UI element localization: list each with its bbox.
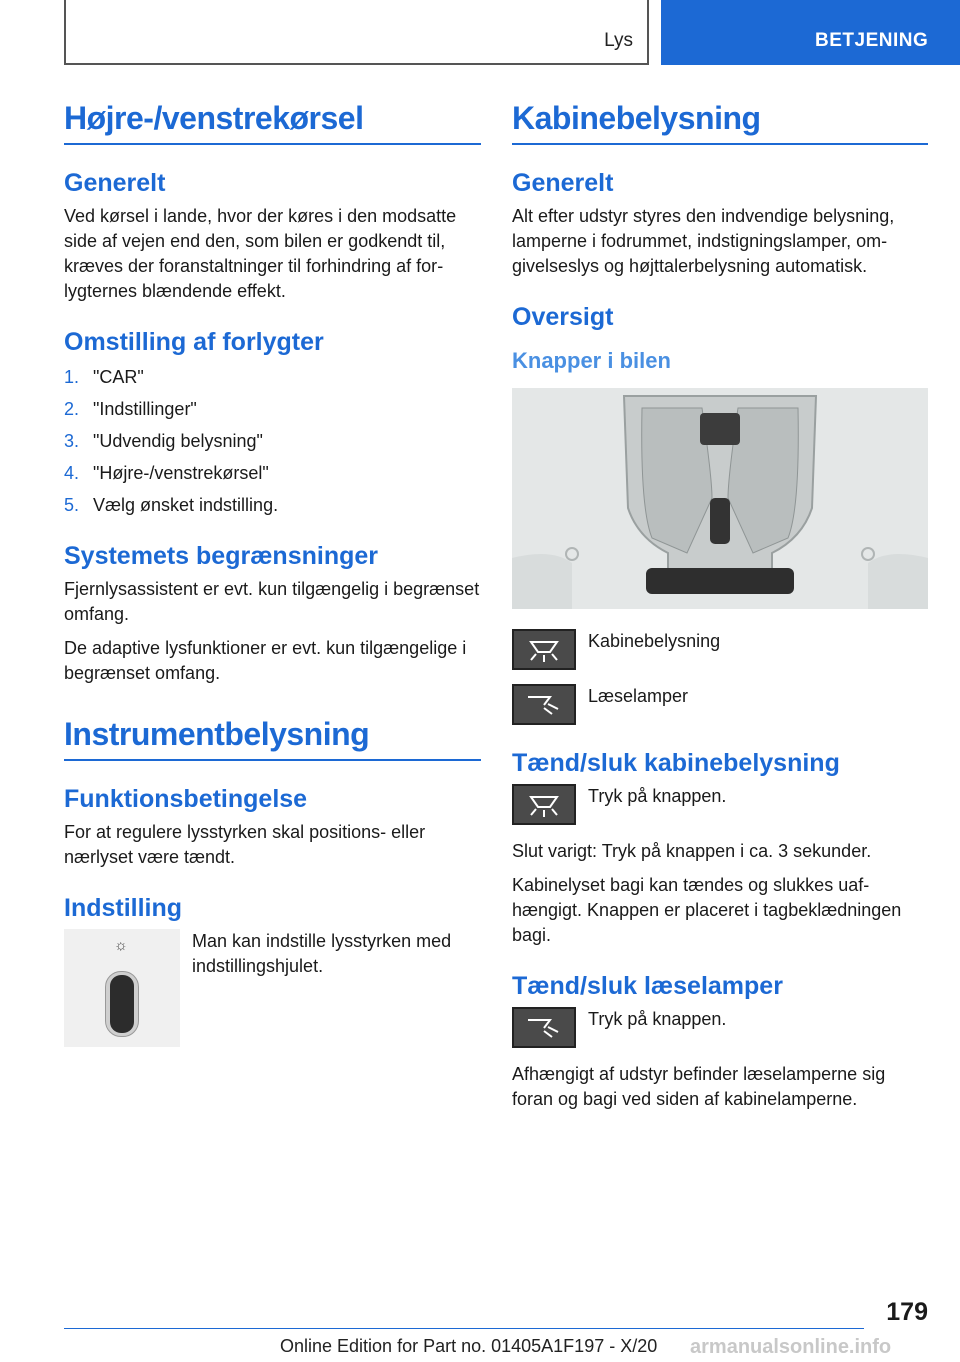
footer-divider [64,1328,864,1329]
paragraph-generelt-right: Alt efter udstyr styres den indvendige belysning, lamperne i fodrummet, indstigningslamper, omgivelseslys og højttalerbelysning automatisk. [512,206,895,276]
dimmer-wheel-image [64,929,180,1047]
heading-taend-sluk-laeselamper: Tænd/sluk læselamper [512,972,783,1000]
paragraph-slut-varigt: Slut varigt: Tryk på knappen i ca. 3 sekunder. [512,841,872,861]
paragraph-generelt-left: Ved kørsel i lande, hvor der køres i den modsatte side af vejen end den, som bilen er godkendt til, kræves der foranstaltninger til forhindring af forlygternes blændende effekt. [64,206,457,301]
paragraph-funktionsbetingelse: For at regulere lysstyrken skal positions- eller nærlyset være tændt. [64,822,426,867]
heading-oversigt: Oversigt [512,303,614,331]
header-section-title: Lys [604,30,633,51]
paragraph-afhaengigt: Afhængigt af udstyr befinder læselamperne sig foran og bagi ved siden af kabinelamperne. [512,1064,886,1109]
heading-hojre-venstrekorsel: Højre-/venstrekørsel [64,100,481,145]
list-item: 2. "Indstillinger" [64,399,197,419]
heading-indstilling: Indstilling [64,894,183,922]
left-column [64,100,481,1061]
paragraph-tryk-laese: Tryk på knappen. [588,1009,727,1029]
paragraph-indstilling: Man kan indstille lysstyrken med indstillingshjulet. [192,931,452,976]
row-tryk-laese [512,1007,928,1048]
instrument-light-icon: ☼ [114,937,128,954]
paragraph-tryk-kabine: Tryk på knappen. [588,786,727,806]
page-number: 179 [886,1298,928,1326]
paragraph-kabinelys-bagi: Kabinelyset bagi kan tændes og slukkes uafhængigt. Knappen er placeret i tagbeklædningen bagi. [512,875,902,945]
footer-edition: Online Edition for Part no. 01405A1F197 - X/20 [280,1336,658,1356]
heading-taend-sluk-kabinebelysning: Tænd/sluk kabinebelysning [512,749,840,777]
paragraph-begr-1: Fjernlysassistent er evt. kun tilgængelig i begrænset omfang. [64,579,480,624]
reading-light-icon [512,1007,576,1048]
heading-funktionsbetingelse: Funktionsbetingelse [64,785,308,813]
heading-generelt-left: Generelt [64,169,166,197]
header-chapter-title: BETJENING [815,30,929,51]
indstilling-row [64,929,481,1047]
cabin-light-icon [512,784,576,825]
heading-knapper-i-bilen: Knapper i bilen [512,348,671,373]
icon-label-kabinebelysning: Kabinebelysning [588,631,721,651]
watermark: armanualsonline.info [690,1336,892,1358]
icon-row-kabinebelysning [512,629,928,670]
heading-omstilling: Omstilling af forlygter [64,328,324,356]
icon-label-laeselamper: Læselamper [588,686,689,706]
list-item: 4. "Højre-/venstrekørsel" [64,463,269,483]
heading-generelt-right: Generelt [512,169,614,197]
list-item: 1. "CAR" [64,367,144,387]
row-tryk-kabine [512,784,928,825]
heading-kabinebelysning: Kabinebelysning [512,100,928,145]
icon-row-laeselamper [512,684,928,725]
header-section-box [64,0,649,65]
roof-console-image [512,388,928,609]
right-column [512,100,928,1121]
roof-console-illustration [512,388,928,609]
header-chapter-tab [661,0,960,65]
list-item: 3. "Udvendig belysning" [64,431,263,451]
paragraph-begr-2: De adaptive lysfunktioner er evt. kun tilgængelige i begrænset omfang. [64,638,467,683]
dimmer-wheel-icon [110,975,134,1033]
steps-list [64,365,481,518]
list-item: 5. Vælg ønsket indstilling. [64,495,279,515]
heading-instrumentbelysning: Instrumentbelysning [64,716,481,761]
reading-light-icon [512,684,576,725]
heading-systemets-begraensninger: Systemets begrænsninger [64,542,378,570]
cabin-light-icon [512,629,576,670]
